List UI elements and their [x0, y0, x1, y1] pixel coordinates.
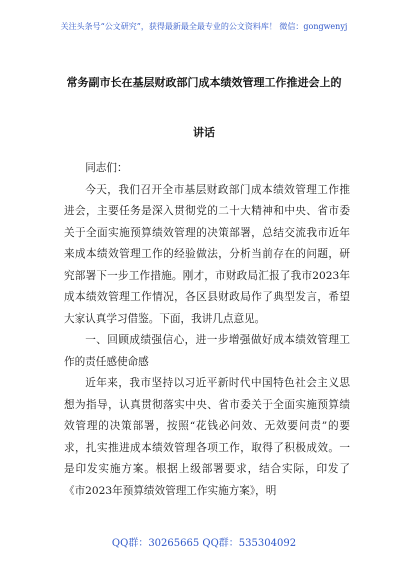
document-title-line-2: 讲话	[193, 126, 215, 139]
document-title-line-1: 常务副市长在基层财政部门成本绩效管理工作推进会上的	[66, 76, 342, 89]
footer-qq-groups: QQ群：30265665 QQ群：535304092	[111, 538, 297, 549]
salutation: 同志们：	[85, 162, 128, 174]
paragraph-intro: 今天，我们召开全市基层财政部门成本绩效管理工作推进会，主要任务是深入贯彻党的二十大精神和中央、省市委关于全面实施预算绩效管理的决策部署，总结交流我市近年来成本绩效管理工作的经验做法，分析当前存在的问题，研究部署下一步工作措施。刚才，市财政局汇报了我市2023年成本绩效管理工作情况，各区县财政局作了典型发言，希望大家认真学习借鉴。下面，我讲几点意见。	[64, 183, 350, 325]
paragraph-achievements: 近年来，我市坚持以习近平新时代中国特色社会主义思想为指导，认真贯彻落实中央、省市委关于全面实施预算绩效管理的决策部署，按照“花钱必问效、无效要问责”的要求，扎实推进成本绩效管理各项工作，取得了积极成效。一是印发实施方案。根据上级部署要求，结合实际，印发了《市2023年预算绩效管理工作实施方案》，明	[64, 377, 350, 497]
section-heading-1: 一、回顾成绩强信心，进一步增强做好成本绩效管理工作的责任感使命感	[64, 334, 350, 368]
header-banner: 关注头条号“公文研究”，获得最新最全最专业的公文资料库！ 微信：gongwenyj	[60, 22, 348, 31]
document-body	[64, 158, 350, 502]
